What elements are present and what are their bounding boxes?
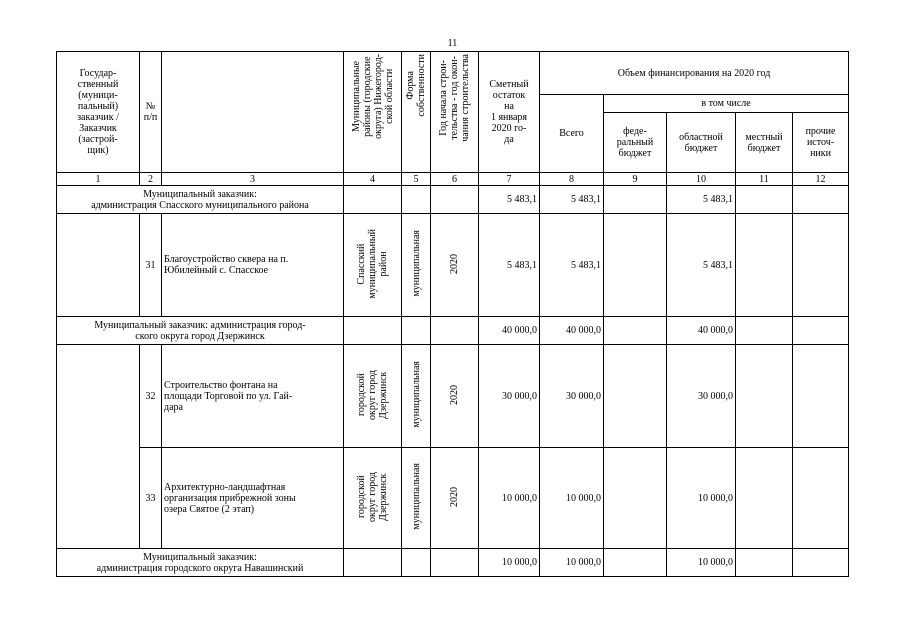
column-number: 6 (431, 173, 479, 186)
table-row (57, 214, 849, 317)
total-value: 40 000,0 (540, 317, 604, 345)
remainder-value: 30 000,0 (479, 345, 540, 448)
total-value: 10 000,0 (540, 549, 604, 577)
project-number: 31 (140, 214, 162, 317)
project-years: 2020 (431, 448, 479, 549)
column-number: 2 (140, 173, 162, 186)
group-customer: Муниципальный заказчик: администрация город- ского округа город Дзержинск (57, 317, 344, 345)
total-value: 5 483,1 (540, 186, 604, 214)
project-name: Архитектурно-ландшафтная организация прибрежной зоны озера Святое (2 этап) (162, 448, 344, 549)
regional-value: 40 000,0 (667, 317, 736, 345)
header-customer: Государ- ственный (муници- пальный) заказчик / Заказчик (застрой- щик) (57, 52, 140, 173)
project-number: 33 (140, 448, 162, 549)
header-other: прочие источ- ники (793, 113, 849, 173)
remainder-value: 5 483,1 (479, 214, 540, 317)
group-row (57, 186, 849, 214)
header-federal: феде- ральный бюджет (604, 113, 667, 173)
header-years: Год начала строи- тельства - год окон- чания строительства (431, 52, 479, 173)
group-customer: Муниципальный заказчик: администрация городского округа Навашинский (57, 549, 344, 577)
column-number: 3 (162, 173, 344, 186)
header-including: в том числе (604, 95, 849, 113)
regional-value: 10 000,0 (667, 448, 736, 549)
group-customer: Муниципальный заказчик: администрация Спасского муниципального района (57, 186, 344, 214)
column-number: 5 (402, 173, 431, 186)
total-value: 5 483,1 (540, 214, 604, 317)
group-row (57, 317, 849, 345)
regional-value: 5 483,1 (667, 186, 736, 214)
remainder-value: 10 000,0 (479, 549, 540, 577)
project-ownership: муниципальная (402, 448, 431, 549)
project-name: Строительство фонтана на площади Торговой по ул. Гай- дара (162, 345, 344, 448)
header-remainder: Сметный остаток на 1 января 2020 го- да (479, 52, 540, 173)
project-district: городской округ город Дзержинск (344, 345, 402, 448)
column-number: 9 (604, 173, 667, 186)
column-numbers-row (57, 173, 849, 186)
header-name (162, 52, 344, 173)
total-value: 10 000,0 (540, 448, 604, 549)
header-ownership: Форма собственности (402, 52, 431, 173)
header-total: Всего (540, 95, 604, 173)
project-ownership: муниципальная (402, 214, 431, 317)
column-number: 10 (667, 173, 736, 186)
header-district: Муниципальные районы (городские округа) Нижегород- ской области (344, 52, 402, 173)
project-ownership: муниципальная (402, 345, 431, 448)
table-row (57, 448, 849, 549)
project-district: Спасский муниципальный район (344, 214, 402, 317)
financing-table (56, 51, 849, 577)
project-number: 32 (140, 345, 162, 448)
column-number: 4 (344, 173, 402, 186)
page-number: 11 (447, 38, 458, 49)
column-number: 1 (57, 173, 140, 186)
project-name: Благоустройство сквера на п. Юбилейный с. Спасское (162, 214, 344, 317)
remainder-value: 5 483,1 (479, 186, 540, 214)
regional-value: 5 483,1 (667, 214, 736, 317)
column-number: 12 (793, 173, 849, 186)
column-number: 11 (736, 173, 793, 186)
header-regional: областной бюджет (667, 113, 736, 173)
regional-value: 10 000,0 (667, 549, 736, 577)
header-local: местный бюджет (736, 113, 793, 173)
remainder-value: 40 000,0 (479, 317, 540, 345)
column-number: 7 (479, 173, 540, 186)
total-value: 30 000,0 (540, 345, 604, 448)
project-years: 2020 (431, 345, 479, 448)
regional-value: 30 000,0 (667, 345, 736, 448)
group-row (57, 549, 849, 577)
project-years: 2020 (431, 214, 479, 317)
table-row (57, 345, 849, 448)
header-funding: Объем финансирования на 2020 год (540, 52, 849, 95)
column-number: 8 (540, 173, 604, 186)
remainder-value: 10 000,0 (479, 448, 540, 549)
header-number: № п/п (140, 52, 162, 173)
project-district: городской округ город Дзержинск (344, 448, 402, 549)
